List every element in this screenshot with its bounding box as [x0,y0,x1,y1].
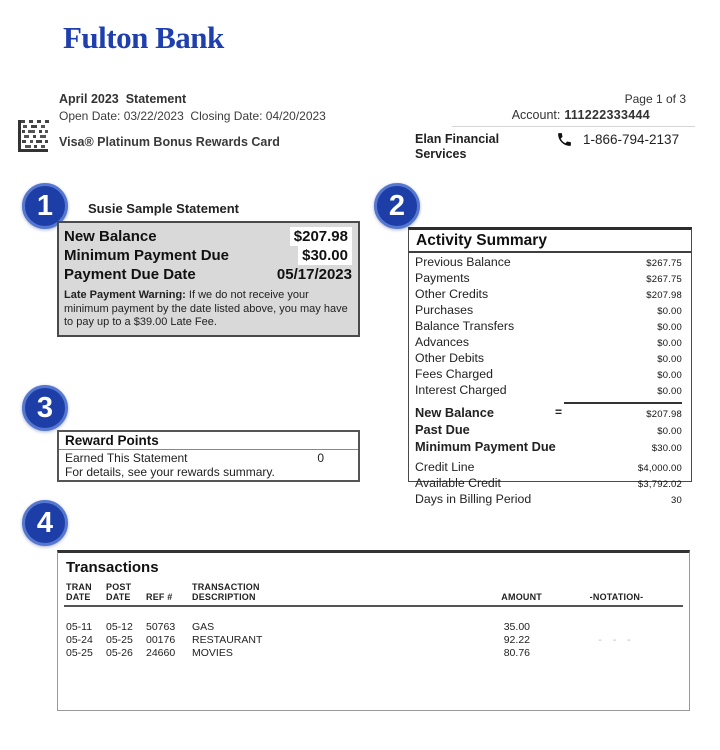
row-label: Days in Billing Period [415,492,532,506]
earned-value: 0 [317,451,324,465]
total-row-past-due [415,422,682,439]
row-value: $207.98 [646,409,682,420]
earned-label: Earned This Statement [65,451,188,465]
transactions-header-divider [64,605,683,607]
row-value: $0.00 [657,354,682,365]
row-value: $0.00 [657,386,682,397]
transactions-rows [58,621,689,660]
header-line: AMOUNT [501,592,542,602]
row-label: Payments [415,271,470,285]
row-label: Advances [415,335,470,349]
row-label: Available Credit [415,476,501,490]
warning-text: If we do not receive your minimum payment by the date listed above, you may have to pay up to a $39.00 Late Fee. [64,289,348,328]
activity-row-previous-balance [415,255,682,271]
row-label: Other Credits [415,287,489,301]
header-line: REF # [146,592,173,602]
row-label: Previous Balance [415,255,511,269]
reward-points-title: Reward Points [59,432,358,450]
post-date: 05-12 [106,621,133,633]
tran-date: 05-24 [66,634,93,646]
row-value: $30.00 [651,443,682,454]
ref-number: 50763 [146,621,176,633]
account-number: 111222333444 [564,108,650,122]
activity-summary-body [409,253,691,508]
header-line: TRANSACTION [192,582,260,592]
col-header-ref [146,592,192,602]
card-product-name: Visa® Platinum Bonus Rewards Card [59,135,280,149]
row-value: $0.00 [657,426,682,437]
row-value: $207.98 [646,290,682,301]
sample-caption: Susie Sample Statement [88,201,239,216]
notation [552,621,681,634]
minimum-payment-value: $30.00 [298,246,352,265]
datamatrix-barcode-icon [18,118,50,152]
page-number: Page 1 of 3 [624,92,686,106]
new-balance-row [64,227,352,246]
ref-number: 24660 [146,647,176,659]
activity-row-balance-transfers [415,319,682,335]
total-row-new-balance [415,405,682,422]
earned-row [59,450,358,465]
col-header-notation [552,592,681,602]
description: GAS [192,621,215,633]
row-label: Past Due [415,422,470,437]
due-date-row [64,265,352,284]
description: MOVIES [192,647,233,659]
totals-divider [564,402,682,404]
col-header-post-date [106,582,146,602]
col-header-amount [482,592,552,602]
callout-4-number: 4 [36,506,54,539]
callout-4-badge [22,500,68,546]
row-value: $3,792.02 [637,479,682,490]
activity-row-other-debits [415,351,682,367]
notation [552,647,681,660]
transaction-row-movies [58,647,689,660]
post-date: 05-25 [106,634,133,646]
issuer-name [415,132,499,162]
minimum-payment-label: Minimum Payment Due [64,247,230,264]
phone-number: 1-866-794-2137 [583,132,680,147]
amount: 92.22 [503,634,530,646]
header-line: DATE [66,592,91,602]
row-value: $0.00 [657,306,682,317]
row-label: Purchases [415,303,474,317]
customer-service-phone [556,131,679,148]
row-label: Interest Charged [415,383,507,397]
header-line: DATE [106,592,131,602]
credit-row-billing-days [415,492,682,508]
new-balance-value: $207.98 [290,227,352,246]
activity-row-payments [415,271,682,287]
ref-number: 00176 [146,634,176,646]
minimum-payment-row [64,246,352,265]
row-value: $0.00 [657,322,682,333]
col-header-description [192,582,482,602]
account-label: Account: [511,108,561,122]
activity-row-advances [415,335,682,351]
row-value: $4,000.00 [637,463,682,474]
activity-row-other-credits [415,287,682,303]
row-value: $267.75 [646,274,682,285]
notation: - - - [598,634,635,646]
statement-title: April 2023 Statement [59,92,187,106]
transactions-box [57,550,690,711]
activity-row-fees-charged [415,367,682,383]
row-label: Credit Line [415,460,475,474]
credit-row-credit-line [415,460,682,476]
col-header-tran-date [66,582,106,602]
reward-points-box [57,430,360,482]
activity-summary-title: Activity Summary [409,230,691,253]
due-date-value: 05/17/2023 [276,266,352,283]
row-value: $0.00 [657,338,682,349]
late-payment-warning [64,289,356,330]
row-value: 30 [671,495,682,506]
transaction-row-restaurant [58,634,689,647]
row-label: New Balance [415,405,494,420]
callout-2-number: 2 [388,189,406,222]
row-value: $267.75 [646,258,682,269]
account-row [512,108,650,122]
row-label: Minimum Payment Due [415,439,556,454]
equals-sign: = [555,405,563,419]
activity-summary-box [408,227,692,506]
callout-3-badge [22,385,68,431]
header-line: DESCRIPTION [192,592,256,602]
callout-1-number: 1 [36,189,54,222]
phone-icon [556,131,573,148]
amount: 80.76 [503,647,530,659]
transaction-row-gas [58,621,689,634]
issuer-line2: Services [415,147,467,161]
tran-date: 05-25 [66,647,93,659]
description: RESTAURANT [192,634,263,646]
post-date: 05-26 [106,647,133,659]
new-balance-label: New Balance [64,228,157,245]
warning-label: Late Payment Warning: [64,289,186,301]
rewards-details-note: For details, see your rewards summary. [65,465,275,479]
total-row-minimum-payment [415,439,682,456]
transactions-title: Transactions [66,559,159,576]
header-line: -NOTATION- [589,592,644,602]
header-line: POST [106,582,132,592]
callout-3-number: 3 [36,391,54,424]
activity-row-interest-charged [415,383,682,399]
due-date-label: Payment Due Date [64,266,196,283]
transactions-header-row [58,582,689,602]
activity-row-purchases [415,303,682,319]
header-divider [452,126,695,127]
credit-row-available-credit [415,476,682,492]
header-line: TRAN [66,582,92,592]
amount: 35.00 [503,621,530,633]
row-value: $0.00 [657,370,682,381]
payment-summary-box [57,221,360,337]
fulton-bank-logo: Fulton Bank [63,20,224,55]
row-label: Fees Charged [415,367,493,381]
row-label: Other Debits [415,351,485,365]
callout-2-badge [374,183,420,229]
row-label: Balance Transfers [415,319,515,333]
tran-date: 05-11 [66,621,93,633]
statement-dates: Open Date: 03/22/2023 Closing Date: 04/20/2023 [59,109,326,123]
issuer-line1: Elan Financial [415,132,500,146]
